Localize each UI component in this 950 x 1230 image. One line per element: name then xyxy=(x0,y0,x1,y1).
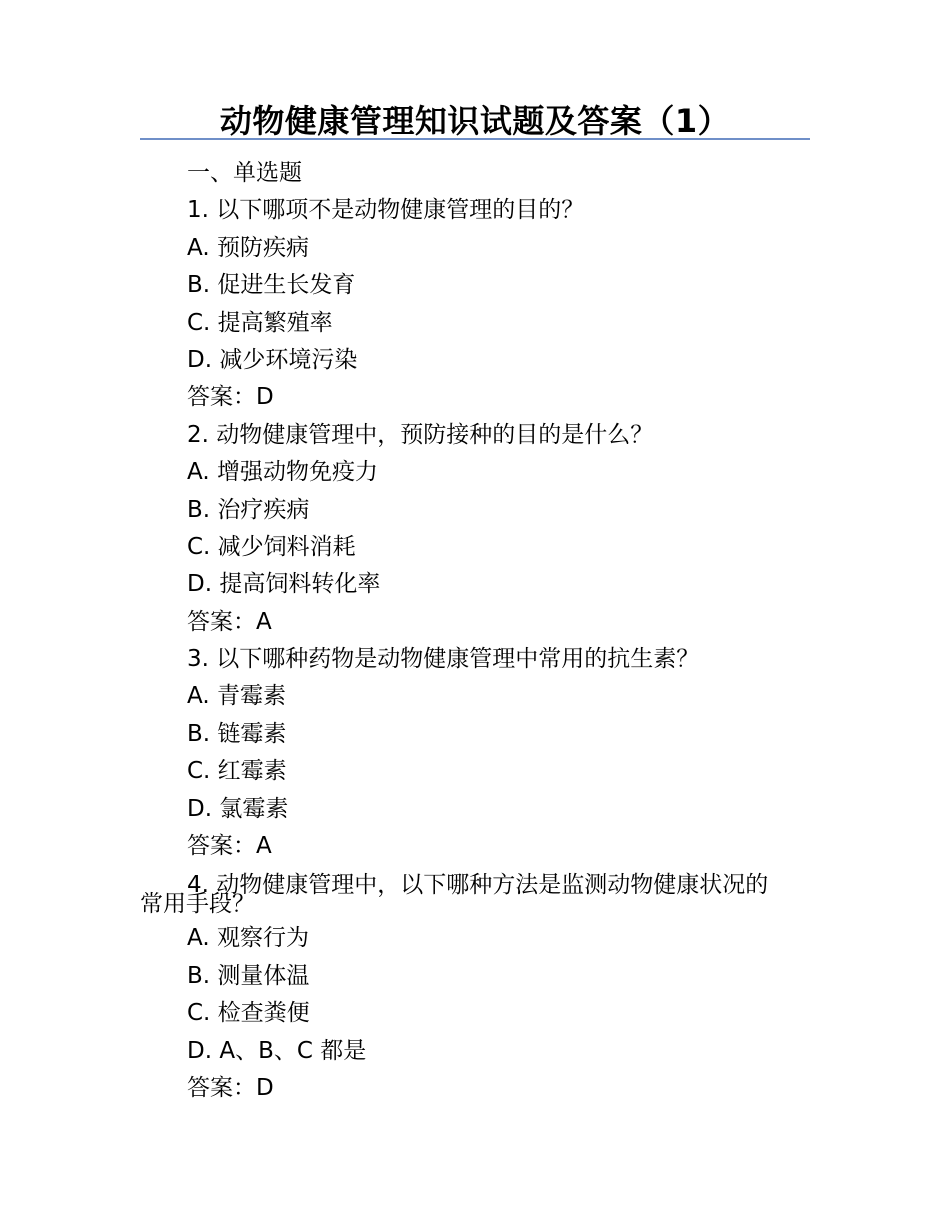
document-title: 动物健康管理知识试题及答案（1） xyxy=(219,102,731,140)
question-option: C. 红霉素 xyxy=(187,758,287,785)
question-stem: 1. 以下哪项不是动物健康管理的目的？ xyxy=(187,197,585,224)
question-stem-line-2: 常用手段？ xyxy=(140,891,255,918)
question-option: C. 减少饲料消耗 xyxy=(187,533,356,560)
question-answer: 答案：A xyxy=(187,833,272,860)
question-option: A. 青霉素 xyxy=(187,683,286,710)
question-option: A. 预防疾病 xyxy=(187,234,309,261)
title-underline xyxy=(140,138,810,140)
question-option: B. 链霉素 xyxy=(187,720,287,747)
question-option: C. 检查粪便 xyxy=(187,1000,310,1027)
section-heading: 一、单选题 xyxy=(187,160,302,186)
question-answer: 答案：D xyxy=(187,384,274,411)
question-stem-line-1: 4. 动物健康管理中，以下哪种方法是监测动物健康状况的 xyxy=(187,872,769,899)
question-option: B. 测量体温 xyxy=(187,962,310,989)
question-option: C. 提高繁殖率 xyxy=(187,309,333,336)
question-option: D. 减少环境污染 xyxy=(187,346,358,373)
question-answer: 答案：D xyxy=(187,1074,274,1101)
question-stem: 2. 动物健康管理中，预防接种的目的是什么？ xyxy=(187,421,654,448)
question-option: D. 氯霉素 xyxy=(187,795,289,822)
question-option: B. 促进生长发育 xyxy=(187,272,356,299)
question-option: D. 提高饲料转化率 xyxy=(187,571,381,598)
document-body xyxy=(140,155,812,1107)
question-option: D. A、B、C 都是 xyxy=(187,1037,367,1064)
question-stem: 3. 以下哪种药物是动物健康管理中常用的抗生素？ xyxy=(187,646,700,673)
question-option: A. 观察行为 xyxy=(187,925,309,952)
question-option: B. 治疗疾病 xyxy=(187,496,310,523)
question-answer: 答案：A xyxy=(187,608,272,635)
question-stem-wrapped xyxy=(140,865,812,920)
question-option: A. 增强动物免疫力 xyxy=(187,459,378,486)
